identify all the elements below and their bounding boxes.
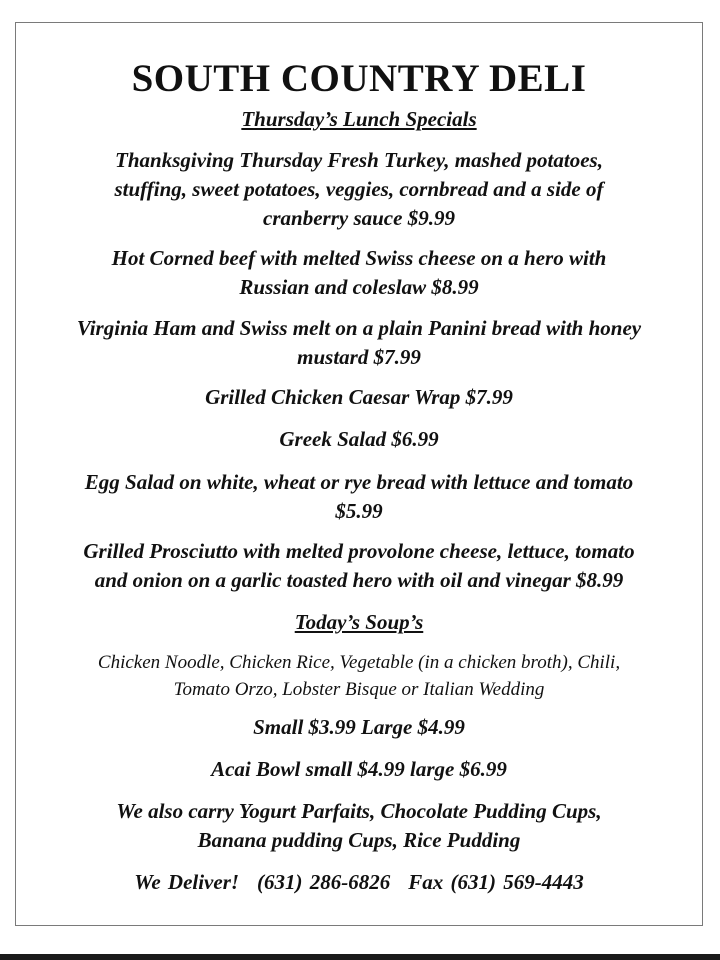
contact-footer: [15, 868, 703, 896]
soups-heading: Today’s Soup’s: [294, 610, 424, 634]
soup-list: Chicken Noodle, Chicken Rice, Vegetable (in a chicken broth), Chili, Tomato Orzo, Lobster Bisque or Italian Wedding: [97, 652, 621, 700]
fax-number: Fax (631) 569-4443: [408, 870, 584, 894]
special-thanksgiving-turkey: Thanksgiving Thursday Fresh Turkey, mashed potatoes, stuffing, sweet potatoes, veggies, cornbread and a side of cranberry sauce $9.99: [114, 148, 604, 230]
specials-heading: Thursday’s Lunch Specials: [241, 107, 477, 131]
soup-prices: Small $3.99 Large $4.99: [253, 715, 465, 739]
deli-title: SOUTH COUNTRY DELI: [131, 57, 587, 100]
delivery-note: We Deliver!: [134, 870, 240, 894]
special-virginia-ham: Virginia Ham and Swiss melt on a plain Panini bread with honey mustard $7.99: [76, 316, 642, 369]
special-greek-salad: Greek Salad $6.99: [279, 427, 439, 451]
bottom-edge: [0, 954, 720, 960]
special-egg-salad: Egg Salad on white, wheat or rye bread with lettuce and tomato $5.99: [84, 470, 634, 523]
phone-number: (631) 286-6826: [257, 870, 391, 894]
acai-bowl: Acai Bowl small $4.99 large $6.99: [211, 757, 507, 781]
special-corned-beef: Hot Corned beef with melted Swiss cheese on a hero with Russian and coleslaw $8.99: [111, 246, 607, 299]
special-grilled-prosciutto: Grilled Prosciutto with melted provolone cheese, lettuce, tomato and onion on a garlic toasted hero with oil and vinegar $8.99: [83, 539, 635, 592]
special-chicken-caesar-wrap: Grilled Chicken Caesar Wrap $7.99: [205, 385, 513, 409]
also-carry: We also carry Yogurt Parfaits, Chocolate Pudding Cups, Banana pudding Cups, Rice Pudding: [116, 799, 602, 852]
